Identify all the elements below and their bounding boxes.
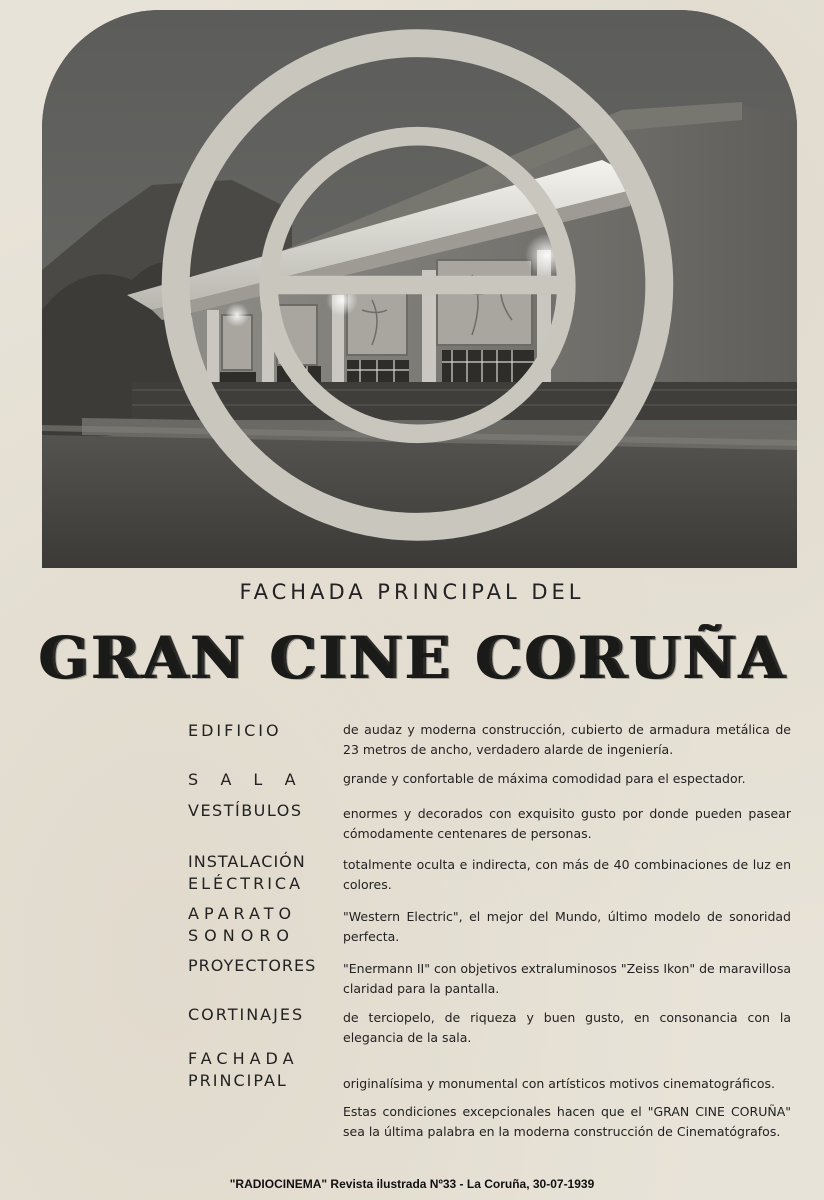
feature-description: "Western Electric", el mejor del Mundo, último modelo de sonoridad perfecta. — [343, 909, 791, 944]
feature-description: totalmente oculta e indirecta, con más de 40 combinaciones de luz en colores. — [343, 857, 791, 892]
feature-label — [188, 720, 313, 742]
feature-label-line: APARATO — [188, 904, 297, 923]
feature-label — [188, 903, 313, 947]
feature-label-line: SALA — [188, 770, 318, 789]
feature-description: de terciopelo, de riqueza y buen gusto, en consonancia con la elegancia de la sala. — [343, 1010, 791, 1045]
facade-photo — [42, 10, 797, 568]
footer-credit: "RADIOCINEMA" Revista ilustrada Nº33 - La Coruña, 30-07-1939 — [229, 1177, 595, 1191]
feature-label-line: FACHADA — [188, 1049, 299, 1068]
subtitle: FACHADA PRINCIPAL DEL — [239, 580, 585, 604]
feature-label — [188, 955, 317, 977]
page-title: GRAN CINE CORUÑA — [37, 624, 787, 692]
feature-description: grande y confortable de máxima comodidad para el espectador. — [343, 771, 746, 786]
feature-label-line: INSTALACIÓN — [188, 852, 306, 871]
feature-label — [188, 1048, 313, 1092]
feature-description: enormes y decorados con exquisito gusto por donde pueden pasear cómodamente centenares de personas. — [343, 806, 791, 841]
feature-label-line: PRINCIPAL — [188, 1071, 288, 1090]
feature-label-line: VESTÍBULOS — [188, 801, 303, 820]
feature-label-line: SONORO — [188, 926, 296, 945]
feature-description: de audaz y moderna construcción, cubierto de armadura metálica de 23 metros de ancho, verdadero alarde de ingeniería. — [343, 722, 791, 757]
feature-label-line: CORTINAJES — [188, 1005, 305, 1024]
photographer-stamp-icon — [42, 10, 795, 564]
feature-label — [188, 769, 328, 791]
feature-label-line: ELÉCTRICA — [188, 874, 304, 893]
feature-description: originalísima y monumental con artísticos motivos cinematográficos. — [343, 1076, 775, 1091]
feature-description: "Enermann II" con objetivos extraluminosos "Zeiss Ikon" de maravillosa claridad para la pantalla. — [343, 961, 791, 996]
feature-label-line: PROYECTORES — [188, 956, 317, 975]
closing-paragraph: Estas condiciones excepcionales hacen que el "GRAN CINE CORUÑA" sea la última palabra en la moderna construcción de Cinematógrafos. — [343, 1104, 791, 1139]
feature-label — [188, 851, 313, 895]
feature-label — [188, 800, 313, 822]
feature-label-line: EDIFICIO — [188, 721, 282, 740]
feature-label — [188, 1004, 313, 1026]
